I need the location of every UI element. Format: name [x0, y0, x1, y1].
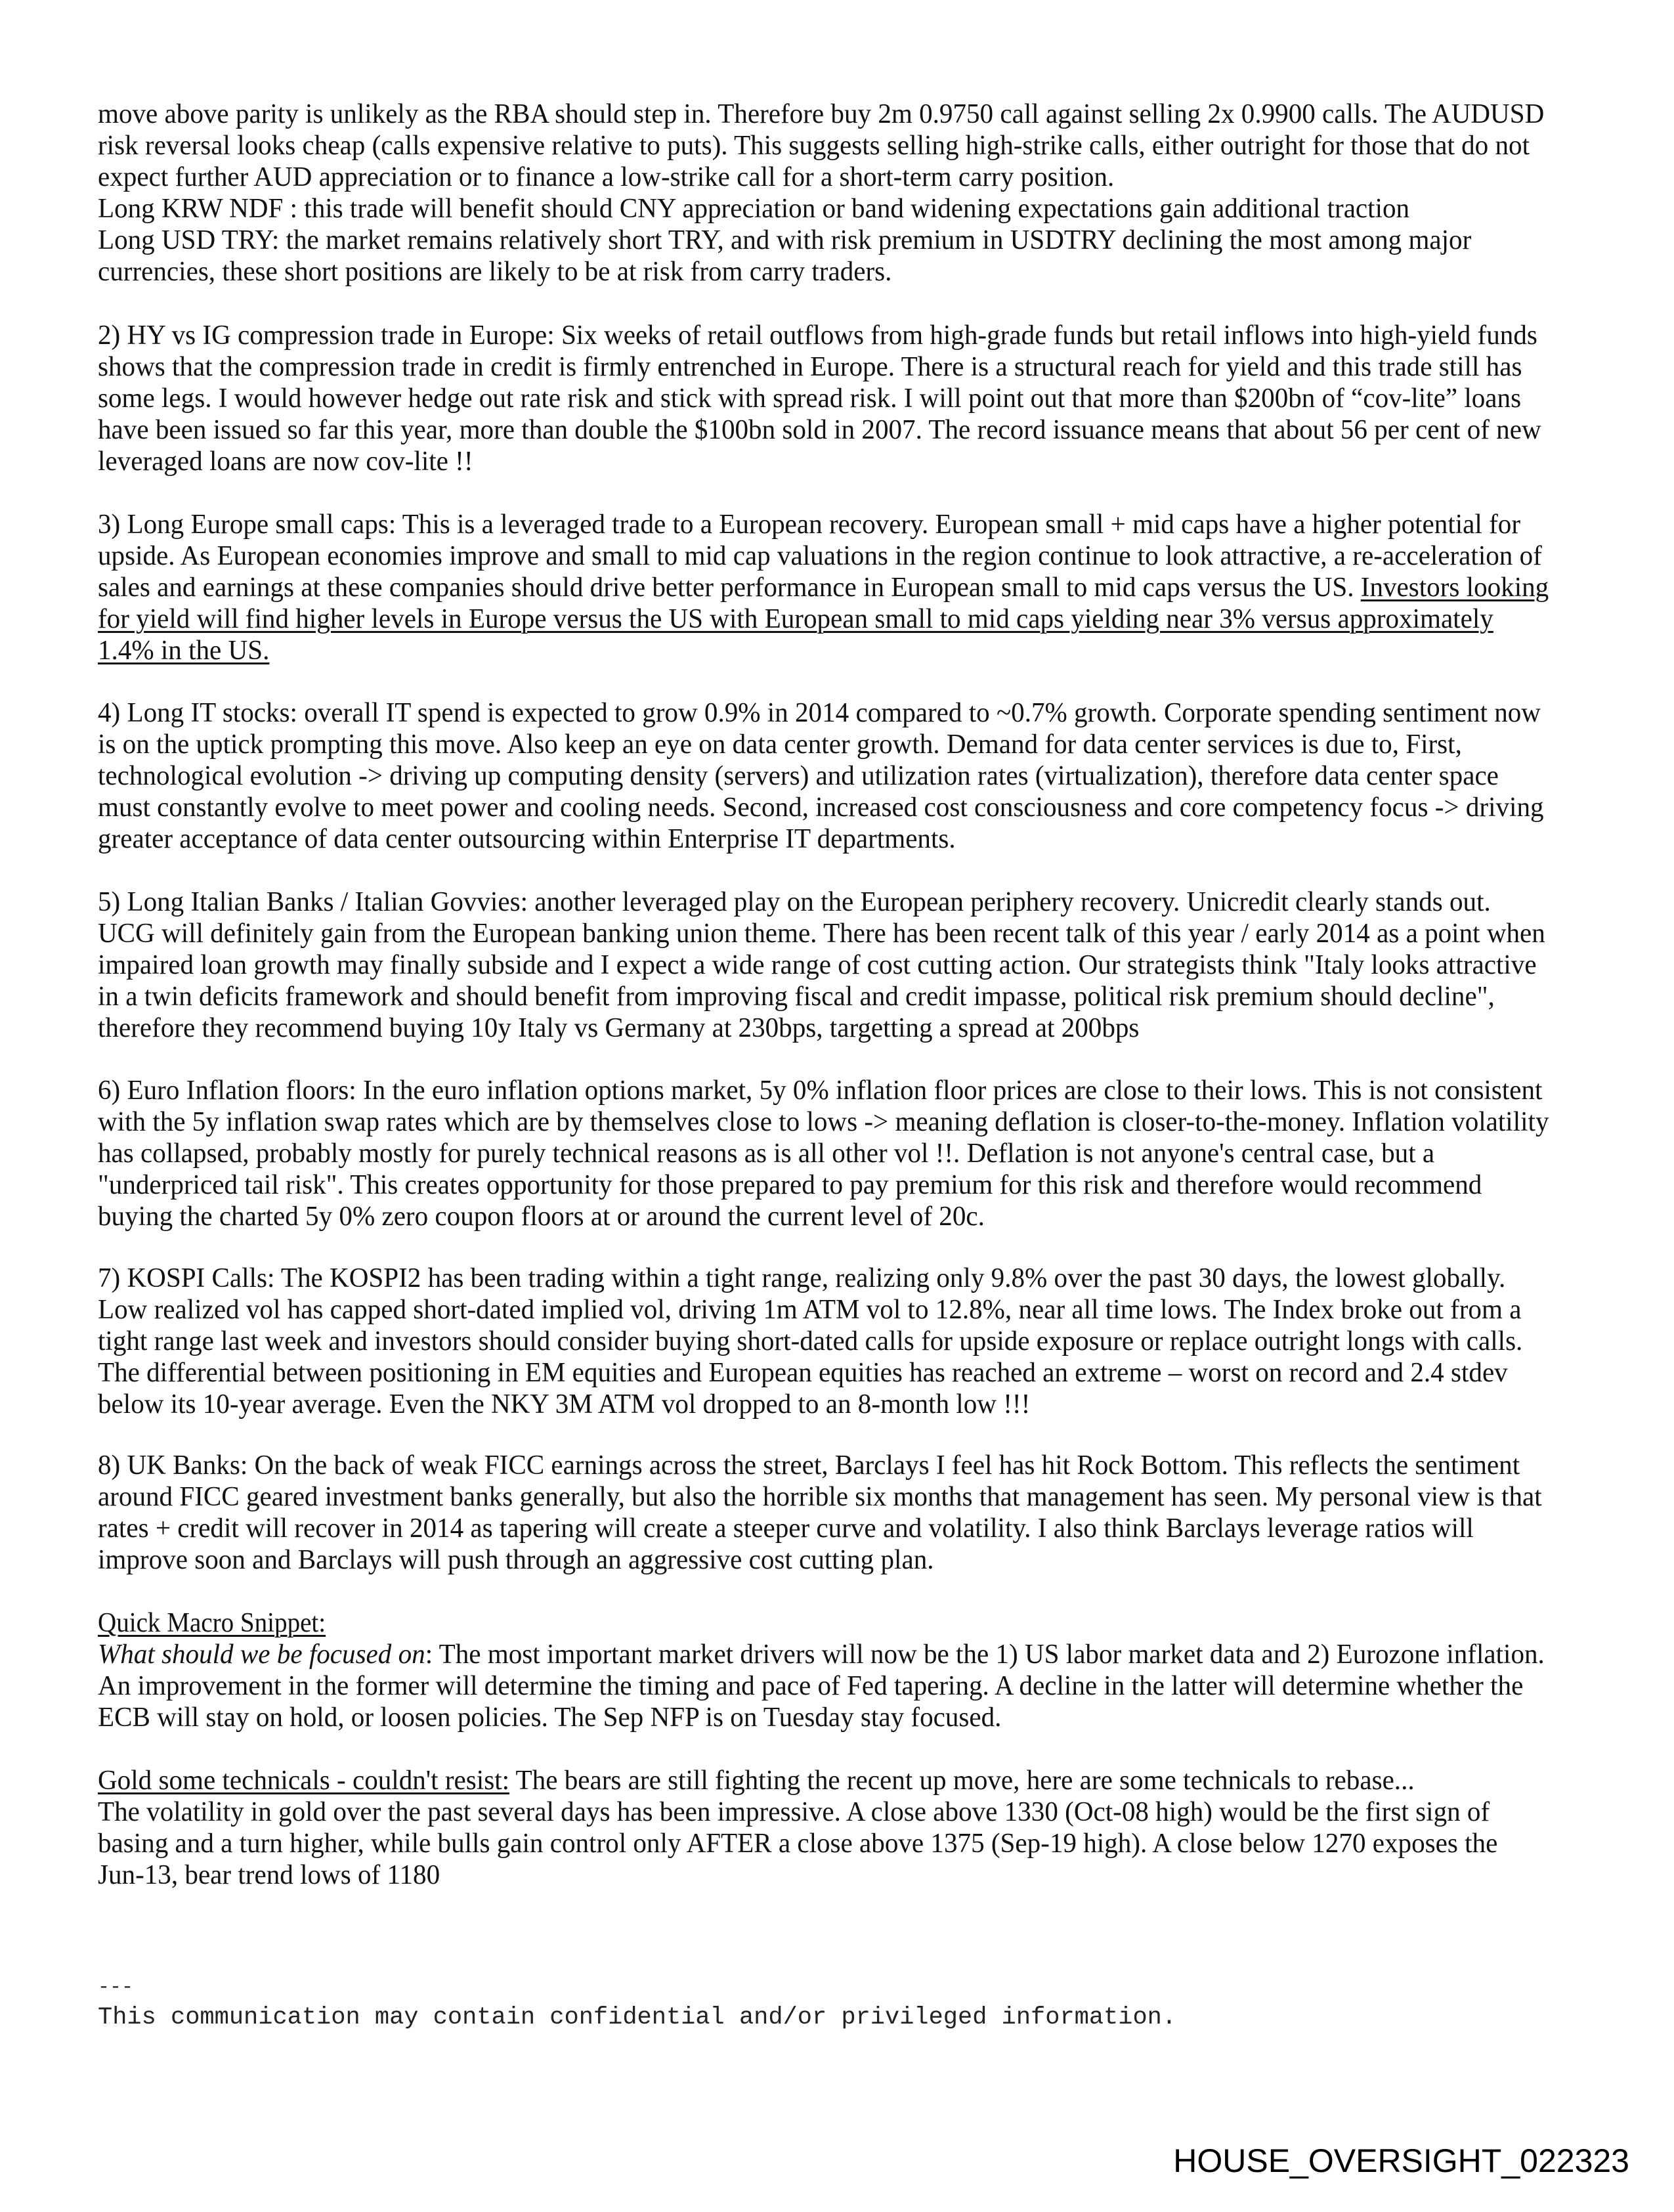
text-line: expect further AUD appreciation or to finance a low-strike call for a short-term carry position.	[98, 162, 1115, 192]
section-4-it-stocks	[98, 697, 1608, 855]
underlined-text-line: 1.4% in the US.	[98, 636, 270, 666]
underlined-text: Investors looking	[1360, 573, 1549, 603]
text-line: basing and a turn higher, while bulls gain control only AFTER a close above 1375 (Sep-19 high). A close below 1270 exposes the	[98, 1829, 1498, 1859]
text-line: An improvement in the former will determine the timing and pace of Fed tapering. A decline in the latter will determine whether the	[98, 1671, 1524, 1701]
text-line: some legs. I would however hedge out rate risk and stick with spread risk. I will point out that more than $200bn of “cov-lite” loans	[98, 383, 1522, 414]
text-line: 6) Euro Inflation floors: In the euro inflation options market, 5y 0% inflation floor prices are close to their lows. This is not consistent	[98, 1075, 1543, 1106]
text-segment: : The most important market drivers will now be the 1) US labor market data and 2) Eurozone inflation.	[425, 1639, 1545, 1670]
text-line	[98, 1765, 1575, 1796]
text-line: with the 5y inflation swap rates which are by themselves close to lows -> meaning deflation is closer-to-the-money. Inflation volatility	[98, 1107, 1549, 1137]
text-line: currencies, these short positions are likely to be at risk from carry traders.	[98, 257, 892, 287]
text-line: therefore they recommend buying 10y Italy vs Germany at 230bps, targetting a spread at 200bps	[98, 1013, 1140, 1043]
text-line: ECB will stay on hold, or loosen policies. The Sep NFP is on Tuesday stay focused.	[98, 1702, 1002, 1733]
underlined-text-line: for yield will find higher levels in Europe versus the US with European small to mid caps yielding near 3% versus approximately	[98, 604, 1493, 634]
quick-macro-snippet	[98, 1607, 1608, 1733]
text-line: 8) UK Banks: On the back of weak FICC earnings across the street, Barclays I feel has hit Rock Bottom. This reflects the sentiment	[98, 1450, 1520, 1481]
text-line: buying the charted 5y 0% zero coupon floors at or around the current level of 20c.	[98, 1202, 985, 1232]
bates-stamp: HOUSE_OVERSIGHT_022323	[1173, 2142, 1629, 2179]
text-line: The differential between positioning in EM equities and European equities has reached an extreme – worst on record and 2.4 stdev	[98, 1358, 1508, 1388]
text-line: risk reversal looks cheap (calls expensive relative to puts). This suggests selling high-strike calls, either outright for those that do not	[98, 131, 1530, 161]
text-line	[98, 572, 1575, 603]
section-2-hy-vs-ig	[98, 320, 1608, 477]
section-6-euro-inflation-floors	[98, 1075, 1608, 1232]
text-line: greater acceptance of data center outsourcing within Enterprise IT departments.	[98, 824, 956, 854]
text-line	[98, 1639, 1575, 1670]
text-line: below its 10-year average. Even the NKY 3M ATM vol dropped to an 8-month low !!!	[98, 1389, 1031, 1420]
text-line: must constantly evolve to meet power and cooling needs. Second, increased cost consciousness and core competency focus -> driving	[98, 792, 1544, 823]
section-heading: Gold some technicals - couldn't resist:	[98, 1766, 510, 1796]
text-line: shows that the compression trade in credit is firmly entrenched in Europe. There is a structural reach for yield and this trade still has	[98, 352, 1522, 382]
confidentiality-notice: This communication may contain confidential and/or privileged information.	[98, 2004, 1177, 2031]
section-3-europe-small-caps	[98, 509, 1608, 666]
gold-technicals	[98, 1765, 1608, 1891]
text-line: Low realized vol has capped short-dated implied vol, driving 1m ATM vol to 12.8%, near all time lows. The Index broke out from a	[98, 1295, 1522, 1325]
section-5-italian-banks	[98, 886, 1608, 1044]
text-line: move above parity is unlikely as the RBA should step in. Therefore buy 2m 0.9750 call against selling 2x 0.9900 calls. The AUDUSD	[98, 99, 1545, 129]
text-line: 2) HY vs IG compression trade in Europe: Six weeks of retail outflows from high-grade funds but retail inflows into high-yield funds	[98, 320, 1537, 351]
text-line: 4) Long IT stocks: overall IT spend is expected to grow 0.9% in 2014 compared to ~0.7% growth. Corporate spending sentiment now	[98, 698, 1541, 728]
text-line: impaired loan growth may finally subside and I expect a wide range of cost cutting action. Our strategists think "Italy looks attractive	[98, 950, 1537, 980]
text-line: technological evolution -> driving up computing density (servers) and utilization rates (virtualization), therefore data center space	[98, 761, 1499, 791]
text-line: "underpriced tail risk". This creates opportunity for those prepared to pay premium for this risk and therefore would recommend	[98, 1170, 1482, 1200]
text-line: Jun-13, bear trend lows of 1180	[98, 1860, 440, 1890]
text-line: around FICC geared investment banks generally, but also the horrible six months that management has seen. My personal view is that	[98, 1482, 1542, 1512]
section-heading: Quick Macro Snippet:	[98, 1608, 326, 1638]
footer-separator: ---	[98, 1976, 134, 1999]
text-line: Long USD TRY: the market remains relatively short TRY, and with risk premium in USDTRY declining the most among major	[98, 225, 1472, 255]
text-segment: The bears are still fighting the recent up move, here are some technicals to rebase...	[509, 1766, 1415, 1796]
text-line: leveraged loans are now cov-lite !!	[98, 446, 473, 477]
text-line: have been issued so far this year, more than double the $100bn sold in 2007. The record issuance means that about 56 per cent of new	[98, 415, 1541, 445]
text-line: improve soon and Barclays will push through an aggressive cost cutting plan.	[98, 1545, 934, 1575]
text-line: in a twin deficits framework and should benefit from improving fiscal and credit impasse, political risk premium should decline",	[98, 982, 1495, 1012]
text-line: 5) Long Italian Banks / Italian Govvies: another leveraged play on the European periphery recovery. Unicredit clearly stands out.	[98, 887, 1491, 917]
section-8-uk-banks	[98, 1450, 1608, 1576]
text-line: is on the uptick prompting this move. Also keep an eye on data center growth. Demand for data center services is due to, First,	[98, 729, 1462, 760]
text-line: upside. As European economies improve and small to mid cap valuations in the region continue to look attractive, a re-acceleration of	[98, 541, 1542, 571]
text-line: 3) Long Europe small caps: This is a leveraged trade to a European recovery. European small + mid caps have a higher potential for	[98, 510, 1521, 540]
section-7-kospi-calls	[98, 1263, 1608, 1420]
text-line: rates + credit will recover in 2014 as tapering will create a steeper curve and volatility. I also think Barclays leverage ratios will	[98, 1513, 1474, 1544]
text-line: 7) KOSPI Calls: The KOSPI2 has been trading within a tight range, realizing only 9.8% over the past 30 days, the lowest globally.	[98, 1263, 1506, 1293]
text-line: Long KRW NDF : this trade will benefit should CNY appreciation or band widening expectations gain additional traction	[98, 194, 1410, 224]
italic-lead: What should we be focused on	[98, 1639, 425, 1670]
text-line: has collapsed, probably mostly for purely technical reasons as is all other vol !!. Deflation is not anyone's central case, but a	[98, 1139, 1435, 1169]
text-segment: sales and earnings at these companies should drive better performance in European small to mid caps versus the US.	[98, 573, 1361, 603]
intro-paragraph	[98, 98, 1608, 288]
text-line: UCG will definitely gain from the European banking union theme. There has been recent talk of this year / early 2014 as a point when	[98, 919, 1545, 949]
text-line: tight range last week and investors should consider buying short-dated calls for upside exposure or replace outright longs with calls.	[98, 1326, 1523, 1356]
text-line: The volatility in gold over the past several days has been impressive. A close above 1330 (Oct-08 high) would be the first sign of	[98, 1797, 1490, 1827]
